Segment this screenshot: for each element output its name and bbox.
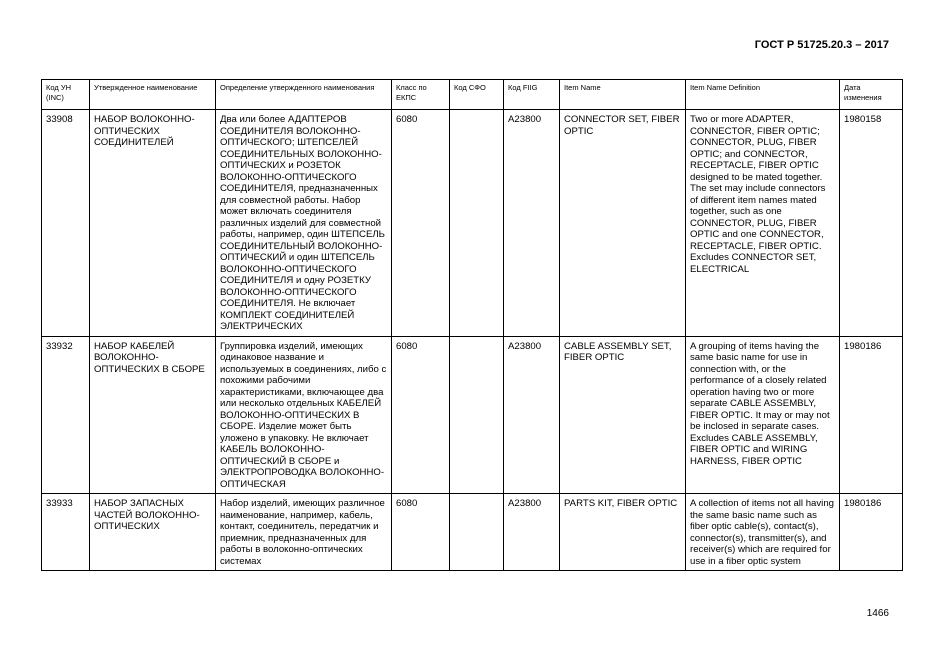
cell-definition-ru: Группировка изделий, имеющих одинаковое название и используемых в соединениях, либо с похожими рабочими характеристиками, включающее два или несколько отдельных КАБЕЛЕЙ ВОЛОКОННО-ОПТИЧЕСКИХ В СБОРЕ. Изделие может быть уложено в упаковку. Не включает КАБЕЛЬ ВОЛОКОННО-ОПТИЧЕСКИЙ В СБОРЕ и ЭЛЕКТРОПРОВОДКА ВОЛОКОННО-ОПТИЧЕСКАЯ [216,336,392,494]
cell-date: 1980186 [840,494,903,571]
cell-item-name: CABLE ASSEMBLY SET, FIBER OPTIC [560,336,686,494]
table-header-row [42,80,903,110]
nomenclature-table [41,79,903,571]
cell-item-name: CONNECTOR SET, FIBER OPTIC [560,110,686,337]
cell-sfo [450,336,504,494]
column-header-class: Класс по ЕКПС [392,80,450,110]
column-header-name-ru: Утвержденное наименование [90,80,216,110]
table-row [42,110,903,337]
cell-fiig: A23800 [504,494,560,571]
cell-inc: 33933 [42,494,90,571]
cell-class: 6080 [392,336,450,494]
column-header-definition-ru: Определение утвержденного наименования [216,80,392,110]
cell-definition-ru: Набор изделий, имеющих различное наименование, например, кабель, контакт, соединитель, передатчик и приемник, предназначенных для работы в волоконно-оптических системах [216,494,392,571]
table-row [42,494,903,571]
cell-name-ru: НАБОР КАБЕЛЕЙ ВОЛОКОННО-ОПТИЧЕСКИХ В СБОРЕ [90,336,216,494]
column-header-sfo: Код СФО [450,80,504,110]
column-header-date: Дата изменения [840,80,903,110]
cell-sfo [450,494,504,571]
cell-item-definition: Two or more ADAPTER, CONNECTOR, FIBER OPTIC; CONNECTOR, PLUG, FIBER OPTIC; and CONNECTOR, RECEPTACLE, FIBER OPTIC designed to be mated together. The set may include connectors of different item names mated together, such as one CONNECTOR, PLUG, FIBER OPTIC and one CONNECTOR, RECEPTACLE, FIBER OPTIC. Excludes CONNECTOR SET, ELECTRICAL [686,110,840,337]
column-header-item-name: Item Name [560,80,686,110]
column-header-inc: Код УН (INC) [42,80,90,110]
cell-class: 6080 [392,494,450,571]
cell-item-definition: A collection of items not all having the same basic name such as fiber optic cable(s), contact(s), connector(s), transmitter(s), and receiver(s) which are required for use in a fiber optic system [686,494,840,571]
document-header: ГОСТ Р 51725.20.3 – 2017 [754,39,889,51]
cell-fiig: A23800 [504,336,560,494]
cell-date: 1980186 [840,336,903,494]
cell-definition-ru: Два или более АДАПТЕРОВ СОЕДИНИТЕЛЯ ВОЛОКОННО-ОПТИЧЕСКОГО; ШТЕПСЕЛЕЙ СОЕДИНИТЕЛЬНЫХ ВОЛОКОННО-ОПТИЧЕСКИХ и РОЗЕТОК ВОЛОКОННО-ОПТИЧЕСКОГО СОЕДИНИТЕЛЯ, предназначенных для совместной работы. Набор может включать соединителя различных изделий для совместной работы, например, один ШТЕПСЕЛЬ СОЕДИНИТЕЛЬНЫЙ ВОЛОКОННО-ОПТИЧЕСКИЙ и один ШТЕПСЕЛЬ ВОЛОКОННО-ОПТИЧЕСКОГО СОЕДИНИТЕЛЯ и одну РОЗЕТКУ ВОЛОКОННО-ОПТИЧЕСКОГО СОЕДИНИТЕЛЯ. Не включает КОМПЛЕКТ СОЕДИНИТЕЛЕЙ ЭЛЕКТРИЧЕСКИХ [216,110,392,337]
cell-class: 6080 [392,110,450,337]
cell-date: 1980158 [840,110,903,337]
page-number: 1466 [866,608,889,619]
cell-name-ru: НАБОР ЗАПАСНЫХ ЧАСТЕЙ ВОЛОКОННО-ОПТИЧЕСКИХ [90,494,216,571]
cell-inc: 33932 [42,336,90,494]
column-header-item-definition: Item Name Definition [686,80,840,110]
cell-inc: 33908 [42,110,90,337]
table-row [42,336,903,494]
cell-name-ru: НАБОР ВОЛОКОННО-ОПТИЧЕСКИХ СОЕДИНИТЕЛЕЙ [90,110,216,337]
cell-item-definition: A grouping of items having the same basic name for use in connection with, or the performance of a closely related operation having two or more separate CABLE ASSEMBLY, FIBER OPTIC. It may or may not be inclosed in separate cases. Excludes CABLE ASSEMBLY, FIBER OPTIC and WIRING HARNESS, FIBER OPTIC [686,336,840,494]
column-header-fiig: Код FIIG [504,80,560,110]
cell-item-name: PARTS KIT, FIBER OPTIC [560,494,686,571]
cell-sfo [450,110,504,337]
cell-fiig: A23800 [504,110,560,337]
